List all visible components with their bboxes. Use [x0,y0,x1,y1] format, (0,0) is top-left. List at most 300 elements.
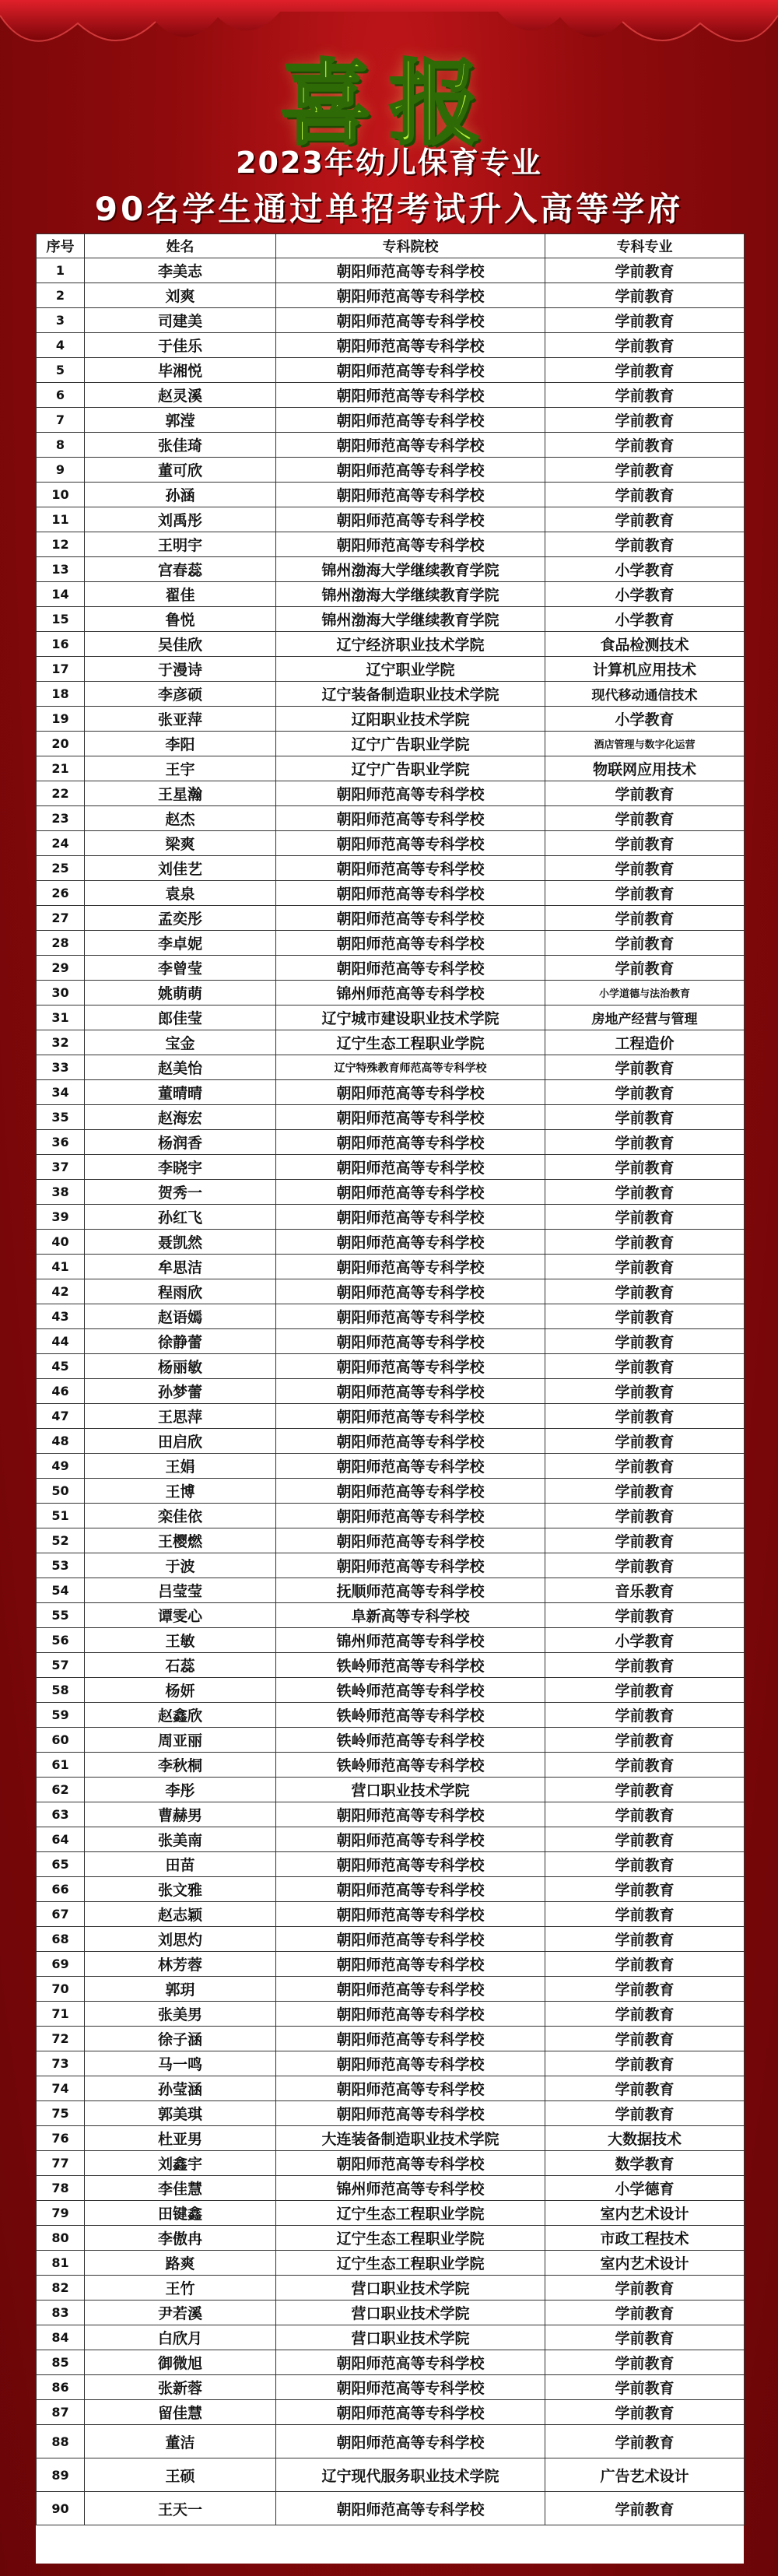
table-row [37,707,745,732]
row-number: 73 [37,2051,85,2076]
student-name: 孟奕彤 [85,906,276,931]
row-number: 19 [37,707,85,732]
student-name: 吴佳欣 [85,632,276,657]
row-number: 44 [37,1329,85,1354]
major-name: 学前教育 [545,1927,745,1952]
college-name: 朝阳师范高等专科学校 [276,1802,545,1827]
student-name: 王敏 [85,1628,276,1653]
major-name: 学前教育 [545,1205,745,1230]
row-number: 20 [37,732,85,756]
header-number: 序号 [37,234,85,258]
student-name: 谭雯心 [85,1603,276,1628]
table-row [37,1205,745,1230]
college-name: 辽宁广告职业学院 [276,756,545,781]
student-name: 程雨欣 [85,1279,276,1304]
student-name: 杨丽敏 [85,1354,276,1379]
college-name: 铁岭师范高等专科学校 [276,1678,545,1703]
table-row [37,657,745,682]
row-number: 24 [37,831,85,856]
major-name: 学前教育 [545,1827,745,1852]
college-name: 辽宁现代服务职业技术学院 [276,2458,545,2492]
table-row [37,2492,745,2525]
row-number: 34 [37,1080,85,1105]
college-name: 朝阳师范高等专科学校 [276,1927,545,1952]
row-number: 18 [37,682,85,707]
college-name: 朝阳师范高等专科学校 [276,1553,545,1578]
college-name: 朝阳师范高等专科学校 [276,1379,545,1404]
row-number: 14 [37,582,85,607]
college-name: 朝阳师范高等专科学校 [276,1354,545,1379]
table-row [37,1628,745,1653]
student-name: 吕莹莹 [85,1578,276,1603]
row-number: 50 [37,1479,85,1504]
table-row [37,1255,745,1279]
table-row [37,1230,745,1255]
row-number: 90 [37,2492,85,2525]
row-number: 65 [37,1852,85,1877]
table-row [37,1329,745,1354]
row-number: 60 [37,1728,85,1753]
table-row [37,1877,745,1902]
row-number: 49 [37,1454,85,1479]
table-row [37,2076,745,2101]
college-name: 朝阳师范高等专科学校 [276,1255,545,1279]
row-number: 87 [37,2400,85,2425]
student-name: 张亚萍 [85,707,276,732]
subtitle-line-2: 90名学生通过单招考试升入高等学府 [94,190,684,228]
row-number: 9 [37,458,85,483]
major-name: 学前教育 [545,1528,745,1553]
student-name: 王博 [85,1479,276,1504]
major-name: 学前教育 [545,507,745,532]
table-row [37,1927,745,1952]
student-name: 王硕 [85,2458,276,2492]
row-number: 56 [37,1628,85,1653]
college-name: 营口职业技术学院 [276,2301,545,2325]
table-row [37,1479,745,1504]
student-name: 刘思灼 [85,1927,276,1952]
row-number: 22 [37,781,85,806]
table-row [37,1105,745,1130]
student-name: 董可欣 [85,458,276,483]
student-name: 路爽 [85,2251,276,2276]
row-number: 79 [37,2201,85,2226]
row-number: 51 [37,1504,85,1528]
row-number: 31 [37,1005,85,1030]
row-number: 64 [37,1827,85,1852]
row-number: 83 [37,2301,85,2325]
table-row [37,756,745,781]
table-row [37,1354,745,1379]
college-name: 朝阳师范高等专科学校 [276,1404,545,1429]
student-name: 赵志颖 [85,1902,276,1927]
row-number: 5 [37,358,85,383]
student-name: 张佳琦 [85,433,276,458]
college-name: 朝阳师范高等专科学校 [276,1329,545,1354]
row-number: 68 [37,1927,85,1952]
major-name: 学前教育 [545,1678,745,1703]
major-name: 数学教育 [545,2151,745,2176]
student-name: 马一鸣 [85,2051,276,2076]
student-name: 于漫诗 [85,657,276,682]
row-number: 16 [37,632,85,657]
major-name: 学前教育 [545,1504,745,1528]
table-row [37,2027,745,2051]
header-name: 姓名 [85,234,276,258]
student-name: 宝金 [85,1030,276,1055]
college-name: 辽宁生态工程职业学院 [276,1030,545,1055]
header-school: 专科院校 [276,234,545,258]
college-name: 铁岭师范高等专科学校 [276,1728,545,1753]
row-number: 32 [37,1030,85,1055]
student-name: 董洁 [85,2425,276,2458]
student-name: 孙莹涵 [85,2076,276,2101]
student-name: 张美南 [85,1827,276,1852]
row-number: 82 [37,2276,85,2301]
row-number: 81 [37,2251,85,2276]
major-name: 学前教育 [545,433,745,458]
row-number: 4 [37,333,85,358]
table-row [37,1130,745,1155]
major-name: 现代移动通信技术 [545,682,745,707]
student-name: 李傲冉 [85,2226,276,2251]
row-number: 70 [37,1977,85,2002]
student-name: 王樱燃 [85,1528,276,1553]
student-name: 张美男 [85,2002,276,2027]
row-number: 30 [37,981,85,1005]
major-name: 小学教育 [545,707,745,732]
major-name: 学前教育 [545,1753,745,1778]
major-name: 学前教育 [545,2301,745,2325]
student-name: 孙梦蕾 [85,1379,276,1404]
student-name: 周亚丽 [85,1728,276,1753]
row-number: 33 [37,1055,85,1080]
row-number: 10 [37,483,85,507]
student-name: 田启欣 [85,1429,276,1454]
college-name: 朝阳师范高等专科学校 [276,433,545,458]
student-name: 赵海宏 [85,1105,276,1130]
college-name: 阜新高等专科学校 [276,1603,545,1628]
row-number: 52 [37,1528,85,1553]
table-row [37,831,745,856]
student-name: 聂凯然 [85,1230,276,1255]
row-number: 12 [37,532,85,557]
row-number: 63 [37,1802,85,1827]
college-name: 朝阳师范高等专科学校 [276,856,545,881]
major-name: 学前教育 [545,1802,745,1827]
college-name: 朝阳师范高等专科学校 [276,1827,545,1852]
major-name: 小学教育 [545,582,745,607]
major-name: 计算机应用技术 [545,657,745,682]
row-number: 11 [37,507,85,532]
major-name: 学前教育 [545,1603,745,1628]
major-name: 学前教育 [545,1180,745,1205]
student-name: 林芳蓉 [85,1952,276,1977]
row-number: 38 [37,1180,85,1205]
student-name: 郭滢 [85,408,276,433]
college-name: 朝阳师范高等专科学校 [276,2492,545,2525]
row-number: 59 [37,1703,85,1728]
student-name: 张新蓉 [85,2375,276,2400]
table-row [37,2201,745,2226]
college-name: 朝阳师范高等专科学校 [276,906,545,931]
row-number: 1 [37,258,85,283]
college-name: 营口职业技术学院 [276,1778,545,1802]
table-row [37,1030,745,1055]
college-name: 朝阳师范高等专科学校 [276,1902,545,1927]
row-number: 85 [37,2350,85,2375]
student-name: 李佳慧 [85,2176,276,2201]
major-name: 学前教育 [545,1230,745,1255]
row-number: 71 [37,2002,85,2027]
row-number: 41 [37,1255,85,1279]
college-name: 朝阳师范高等专科学校 [276,2400,545,2425]
headline-title: 喜报 [279,49,498,157]
major-name: 学前教育 [545,333,745,358]
row-number: 28 [37,931,85,956]
major-name: 学前教育 [545,1354,745,1379]
major-name: 学前教育 [545,2492,745,2525]
row-number: 13 [37,557,85,582]
table-row [37,1454,745,1479]
row-number: 78 [37,2176,85,2201]
student-name: 曹赫男 [85,1802,276,1827]
college-name: 辽宁城市建设职业技术学院 [276,1005,545,1030]
major-name: 学前教育 [545,881,745,906]
major-name: 小学德育 [545,2176,745,2201]
student-name: 李晓宇 [85,1155,276,1180]
major-name: 学前教育 [545,2076,745,2101]
college-name: 铁岭师范高等专科学校 [276,1703,545,1728]
table-row [37,557,745,582]
row-number: 17 [37,657,85,682]
student-name: 宫春蕊 [85,557,276,582]
major-name: 学前教育 [545,956,745,981]
college-name: 营口职业技术学院 [276,2325,545,2350]
table-row [37,1005,745,1030]
college-name: 朝阳师范高等专科学校 [276,458,545,483]
college-name: 朝阳师范高等专科学校 [276,956,545,981]
row-number: 6 [37,383,85,408]
major-name: 学前教育 [545,2350,745,2375]
table-row [37,2101,745,2126]
major-name: 学前教育 [545,1105,745,1130]
row-number: 61 [37,1753,85,1778]
college-name: 朝阳师范高等专科学校 [276,2027,545,2051]
college-name: 朝阳师范高等专科学校 [276,2350,545,2375]
major-name: 学前教育 [545,2101,745,2126]
row-number: 62 [37,1778,85,1802]
student-name: 孙红飞 [85,1205,276,1230]
table-row [37,308,745,333]
row-number: 47 [37,1404,85,1429]
major-name: 学前教育 [545,1852,745,1877]
major-name: 学前教育 [545,931,745,956]
major-name: 学前教育 [545,2375,745,2400]
table-row [37,732,745,756]
major-name: 工程造价 [545,1030,745,1055]
row-number: 2 [37,283,85,308]
header-major: 专科专业 [545,234,745,258]
college-name: 辽宁生态工程职业学院 [276,2251,545,2276]
table-row [37,507,745,532]
table-row [37,2251,745,2276]
row-number: 26 [37,881,85,906]
college-name: 朝阳师范高等专科学校 [276,283,545,308]
major-name: 广告艺术设计 [545,2458,745,2492]
table-row [37,2276,745,2301]
table-row [37,1553,745,1578]
table-row [37,806,745,831]
student-name: 袁泉 [85,881,276,906]
admission-table [36,233,745,2525]
row-number: 27 [37,906,85,931]
student-name: 贺秀一 [85,1180,276,1205]
college-name: 辽宁生态工程职业学院 [276,2201,545,2226]
table-row [37,333,745,358]
college-name: 锦州渤海大学继续教育学院 [276,607,545,632]
row-number: 89 [37,2458,85,2492]
row-number: 55 [37,1603,85,1628]
major-name: 学前教育 [545,358,745,383]
major-name: 学前教育 [545,2400,745,2425]
table-row [37,1578,745,1603]
major-name: 学前教育 [545,2276,745,2301]
table-row [37,1678,745,1703]
college-name: 朝阳师范高等专科学校 [276,1952,545,1977]
student-name: 赵美怡 [85,1055,276,1080]
college-name: 锦州渤海大学继续教育学院 [276,557,545,582]
table-row [37,1753,745,1778]
college-name: 朝阳师范高等专科学校 [276,1279,545,1304]
student-name: 于波 [85,1553,276,1578]
table-body [37,258,745,2525]
college-name: 辽宁经济职业技术学院 [276,632,545,657]
major-name: 小学教育 [545,607,745,632]
table-row [37,906,745,931]
table-row [37,632,745,657]
college-name: 锦州师范高等专科学校 [276,2176,545,2201]
student-name: 石蕊 [85,1653,276,1678]
student-name: 刘爽 [85,283,276,308]
student-name: 郎佳莹 [85,1005,276,1030]
table-row [37,2375,745,2400]
college-name: 辽宁广告职业学院 [276,732,545,756]
admission-table-container [36,233,744,2564]
table-row [37,2226,745,2251]
table-row [37,931,745,956]
college-name: 朝阳师范高等专科学校 [276,507,545,532]
student-name: 李美志 [85,258,276,283]
table-row [37,1802,745,1827]
student-name: 田苗 [85,1852,276,1877]
student-name: 于佳乐 [85,333,276,358]
college-name: 朝阳师范高等专科学校 [276,358,545,383]
college-name: 铁岭师范高等专科学校 [276,1753,545,1778]
student-name: 李阳 [85,732,276,756]
major-name: 室内艺术设计 [545,2251,745,2276]
table-header-row [37,234,745,258]
major-name: 学前教育 [545,458,745,483]
table-row [37,1728,745,1753]
student-name: 刘禹彤 [85,507,276,532]
row-number: 77 [37,2151,85,2176]
table-row [37,2400,745,2425]
student-name: 白欣月 [85,2325,276,2350]
college-name: 锦州师范高等专科学校 [276,1628,545,1653]
table-row [37,781,745,806]
student-name: 杜亚男 [85,2126,276,2151]
table-row [37,1504,745,1528]
row-number: 7 [37,408,85,433]
college-name: 朝阳师范高等专科学校 [276,1454,545,1479]
major-name: 学前教育 [545,1080,745,1105]
college-name: 朝阳师范高等专科学校 [276,1429,545,1454]
college-name: 朝阳师范高等专科学校 [276,1504,545,1528]
table-row [37,2350,745,2375]
college-name: 朝阳师范高等专科学校 [276,1304,545,1329]
student-name: 杨妍 [85,1678,276,1703]
major-name: 学前教育 [545,831,745,856]
college-name: 大连装备制造职业技术学院 [276,2126,545,2151]
major-name: 学前教育 [545,2425,745,2458]
college-name: 朝阳师范高等专科学校 [276,1180,545,1205]
college-name: 辽宁生态工程职业学院 [276,2226,545,2251]
row-number: 54 [37,1578,85,1603]
row-number: 39 [37,1205,85,1230]
table-row [37,1080,745,1105]
major-name: 学前教育 [545,1653,745,1678]
major-name: 大数据技术 [545,2126,745,2151]
major-name: 学前教育 [545,1977,745,2002]
table-row [37,582,745,607]
major-name: 室内艺术设计 [545,2201,745,2226]
major-name: 房地产经营与管理 [545,1005,745,1030]
student-name: 御微旭 [85,2350,276,2375]
major-name: 小学教育 [545,557,745,582]
major-name: 市政工程技术 [545,2226,745,2251]
table-row [37,607,745,632]
major-name: 学前教育 [545,408,745,433]
row-number: 42 [37,1279,85,1304]
row-number: 48 [37,1429,85,1454]
student-name: 赵语嫣 [85,1304,276,1329]
student-name: 王天一 [85,2492,276,2525]
student-name: 王星瀚 [85,781,276,806]
major-name: 小学道德与法治教育 [545,981,745,1005]
student-name: 张文雅 [85,1877,276,1902]
major-name: 学前教育 [545,781,745,806]
college-name: 朝阳师范高等专科学校 [276,1230,545,1255]
major-name: 学前教育 [545,383,745,408]
table-row [37,881,745,906]
college-name: 朝阳师范高等专科学校 [276,1155,545,1180]
major-name: 学前教育 [545,1304,745,1329]
row-number: 80 [37,2226,85,2251]
student-name: 郭玥 [85,1977,276,2002]
student-name: 王宇 [85,756,276,781]
table-row [37,358,745,383]
major-name: 学前教育 [545,2027,745,2051]
table-row [37,1404,745,1429]
major-name: 物联网应用技术 [545,756,745,781]
student-name: 杨润香 [85,1130,276,1155]
student-name: 毕湘悦 [85,358,276,383]
row-number: 25 [37,856,85,881]
major-name: 学前教育 [545,2325,745,2350]
student-name: 刘鑫宇 [85,2151,276,2176]
student-name: 李卓妮 [85,931,276,956]
